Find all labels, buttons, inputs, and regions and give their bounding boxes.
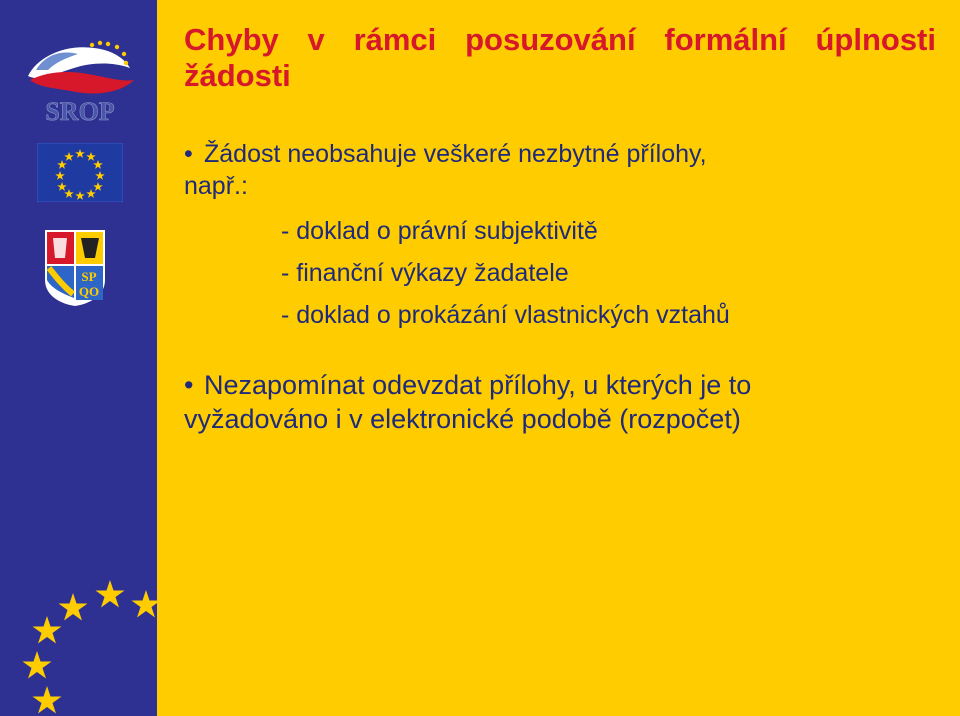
list-item: - finanční výkazy žadatele <box>281 259 569 287</box>
slide-title: Chyby v rámci posuzování formální úplnosti žádosti <box>184 22 936 93</box>
list-item: - doklad o prokázání vlastnických vztahů <box>281 301 730 329</box>
region-logo-text-2: QO <box>78 284 100 299</box>
eu-flag-icon <box>37 143 123 202</box>
bullet2-line2: vyžadováno i v elektronické podobě (rozpočet) <box>184 404 741 434</box>
bullet-missing-attachments <box>184 138 936 202</box>
region-logo-text-1: SP <box>81 269 97 284</box>
bullet-icon: • <box>184 140 193 168</box>
slide-content <box>184 22 936 436</box>
attachment-list <box>281 210 936 336</box>
bullet1-line1: Žádost neobsahuje veškeré nezbytné přílohy, <box>204 140 707 168</box>
srop-logo <box>22 30 140 125</box>
list-item: - doklad o právní subjektivitě <box>281 217 598 245</box>
srop-logo-text: SROP <box>45 97 115 125</box>
region-coat-of-arms-icon <box>43 228 107 308</box>
left-sidebar <box>0 0 157 716</box>
bullet2-line1: Nezapomínat odevzdat přílohy, u kterých je to <box>204 370 752 400</box>
bullet1-line2: např.: <box>184 172 248 200</box>
bullet-electronic-attachments <box>184 368 936 436</box>
bullet-icon: • <box>184 370 194 400</box>
decorative-stars-icon <box>0 560 157 716</box>
